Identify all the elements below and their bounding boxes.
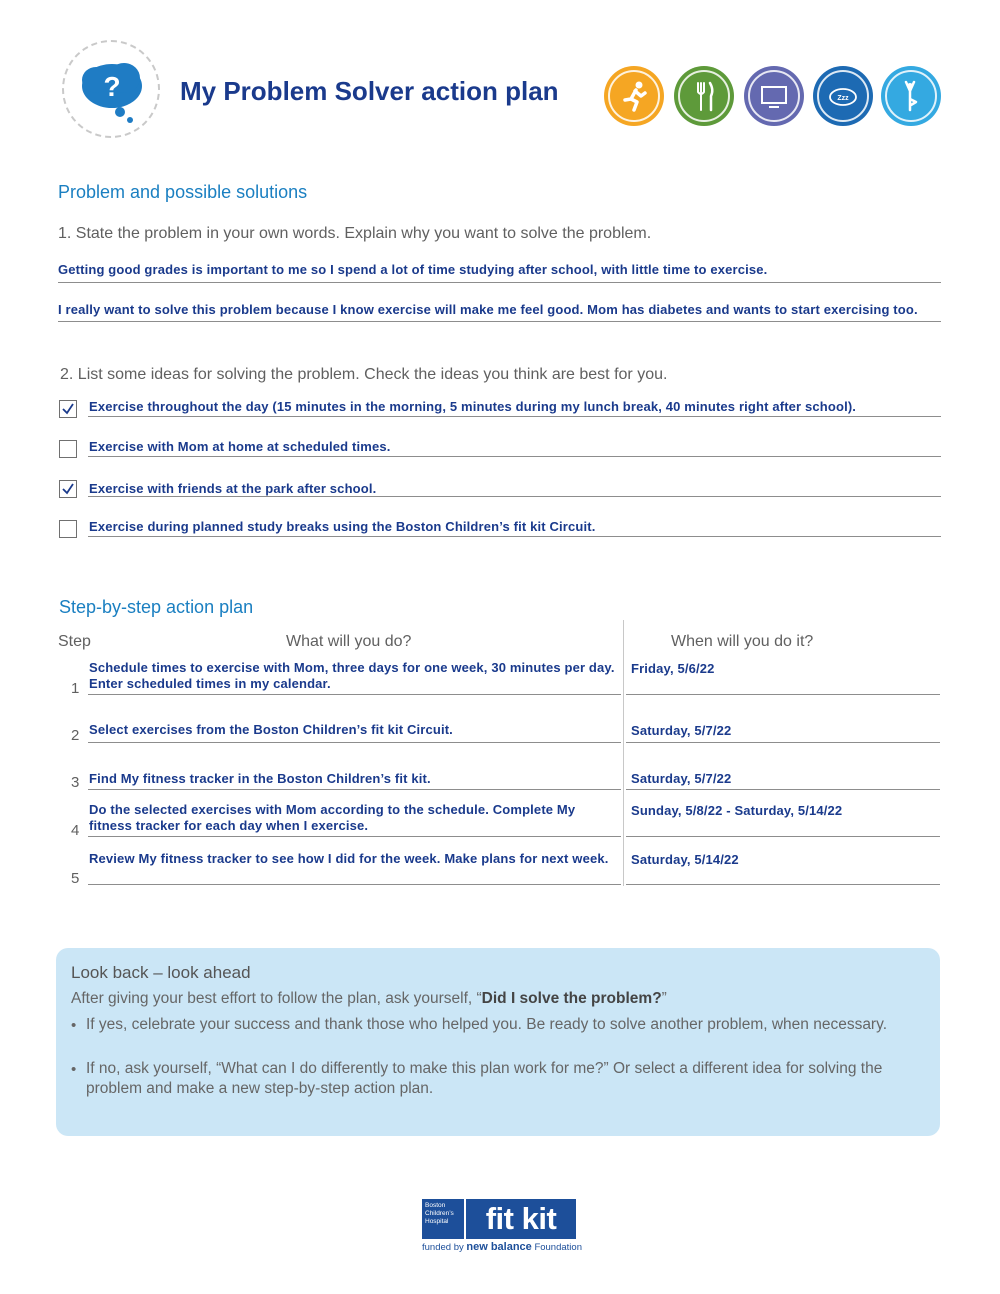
answer-line-divider [58,282,941,283]
column-divider [623,620,624,886]
svg-text:?: ? [103,71,121,102]
answer-1-line-1: Getting good grades is important to me so I spend a lot of time studying after school, with little time to exercise. [58,262,768,277]
callout-question: Did I solve the problem? [481,990,662,1007]
step-what-text: Schedule times to exercise with Mom, three days for one week, 30 minutes per day. Enter scheduled times in my calendar. [89,660,615,691]
step-when-text: Sunday, 5/8/22 - Saturday, 5/14/22 [631,803,843,818]
step-number: 1 [71,680,80,697]
tv-screen-icon [744,66,804,126]
step-when-text: Friday, 5/6/22 [631,661,715,676]
fit-kit-wordmark: fit kit [466,1199,576,1239]
step-what-line [88,789,621,790]
when-column-header: When will you do it? [671,633,814,650]
svg-text:Zzz: Zzz [837,95,849,102]
checkmark-icon [61,482,75,496]
step-what-text: Do the selected exercises with Mom according to the schedule. Complete My fitness tracker for each day when I exercise. [89,802,576,833]
answer-1-line-2: I really want to solve this problem because I know exercise will make me feel good. Mom has diabetes and wants to start exercising too. [58,302,918,317]
nutrition-topic-icon [674,66,734,126]
idea-line [88,416,941,417]
step-what-text: Select exercises from the Boston Children’s fit kit Circuit. [89,722,453,737]
question-cloud-icon [76,56,150,126]
question-2-prompt: 2. List some ideas for solving the problem. Check the ideas you think are best for you. [60,366,668,383]
step-when-text: Saturday, 5/14/22 [631,852,739,867]
step-what-line [88,694,621,695]
step-when-line [626,694,940,695]
step-when-line [626,742,940,743]
problem-solver-badge [62,40,160,138]
funded-by-line [422,1241,582,1253]
step-number: 2 [71,727,80,744]
stretching-figure-icon [881,66,941,126]
stretch-topic-icon [881,66,941,126]
step-what-text: Review My fitness tracker to see how I did for the week. Make plans for next week. [89,851,609,866]
running-icon [604,66,664,126]
idea-line [88,456,941,457]
step-what-text: Find My fitness tracker in the Boston Children’s fit kit. [89,771,431,786]
idea-line [88,496,941,497]
screen-time-topic-icon [744,66,804,126]
checkmark-icon [61,402,75,416]
step-what-line [88,884,621,885]
funder-brand: new balance [466,1241,532,1253]
step-number: 4 [71,822,80,839]
step-when-line [626,789,940,790]
step-number: 3 [71,774,80,791]
step-column-header: Step [58,633,91,650]
step-when-line [626,884,940,885]
answer-line-divider [58,321,941,322]
sleep-topic-icon [813,66,873,126]
callout-intro [71,990,667,1008]
callout-intro-end: ” [661,990,667,1007]
idea-3-checkbox[interactable] [59,480,77,498]
plan-section-heading: Step-by-step action plan [59,597,254,617]
step-what-line [88,742,621,743]
problem-section-heading: Problem and possible solutions [58,182,308,202]
funded-prefix: funded by [422,1242,464,1253]
idea-1-checkbox[interactable] [59,400,77,418]
idea-2-text: Exercise with Mom at home at scheduled times. [89,439,391,454]
idea-4-checkbox[interactable] [59,520,77,538]
funder-suffix: Foundation [534,1242,582,1253]
step-when-line [626,836,940,837]
callout-bullet: If no, ask yourself, “What can I do differently to make this plan work for me?” Or select a different idea for solving the problem and make a new step-by-step action plan. [86,1060,883,1097]
step-what-line [88,836,621,837]
idea-4-text: Exercise during planned study breaks using the Boston Children’s fit kit Circuit. [89,519,596,534]
bullet-marker: • [71,1017,77,1034]
idea-1-text: Exercise throughout the day (15 minutes in the morning, 5 minutes during my lunch break, 40 minutes right after school). [89,399,857,414]
callout-bullet: If yes, celebrate your success and thank those who helped you. Be ready to solve another problem, when necessary. [86,1016,888,1033]
question-1-prompt: 1. State the problem in your own words. Explain why you want to solve the problem. [58,225,652,242]
activity-topic-icon [604,66,664,126]
callout-intro-text: After giving your best effort to follow the plan, ask yourself, “ [71,990,482,1007]
idea-3-text: Exercise with friends at the park after school. [89,481,377,496]
what-column-header: What will you do? [286,633,412,650]
page-title: My Problem Solver action plan [180,76,559,106]
callout-title: Look back – look ahead [71,963,251,982]
step-number: 5 [71,870,80,887]
step-when-text: Saturday, 5/7/22 [631,771,732,786]
idea-line [88,536,941,537]
step-when-text: Saturday, 5/7/22 [631,723,732,738]
fit-kit-logo [422,1199,582,1255]
hospital-logo-text: Boston Children’s Hospital [422,1199,464,1239]
fork-knife-icon [674,66,734,126]
bullet-marker: • [71,1061,77,1078]
idea-2-checkbox[interactable] [59,440,77,458]
sleep-cloud-icon [813,66,873,126]
